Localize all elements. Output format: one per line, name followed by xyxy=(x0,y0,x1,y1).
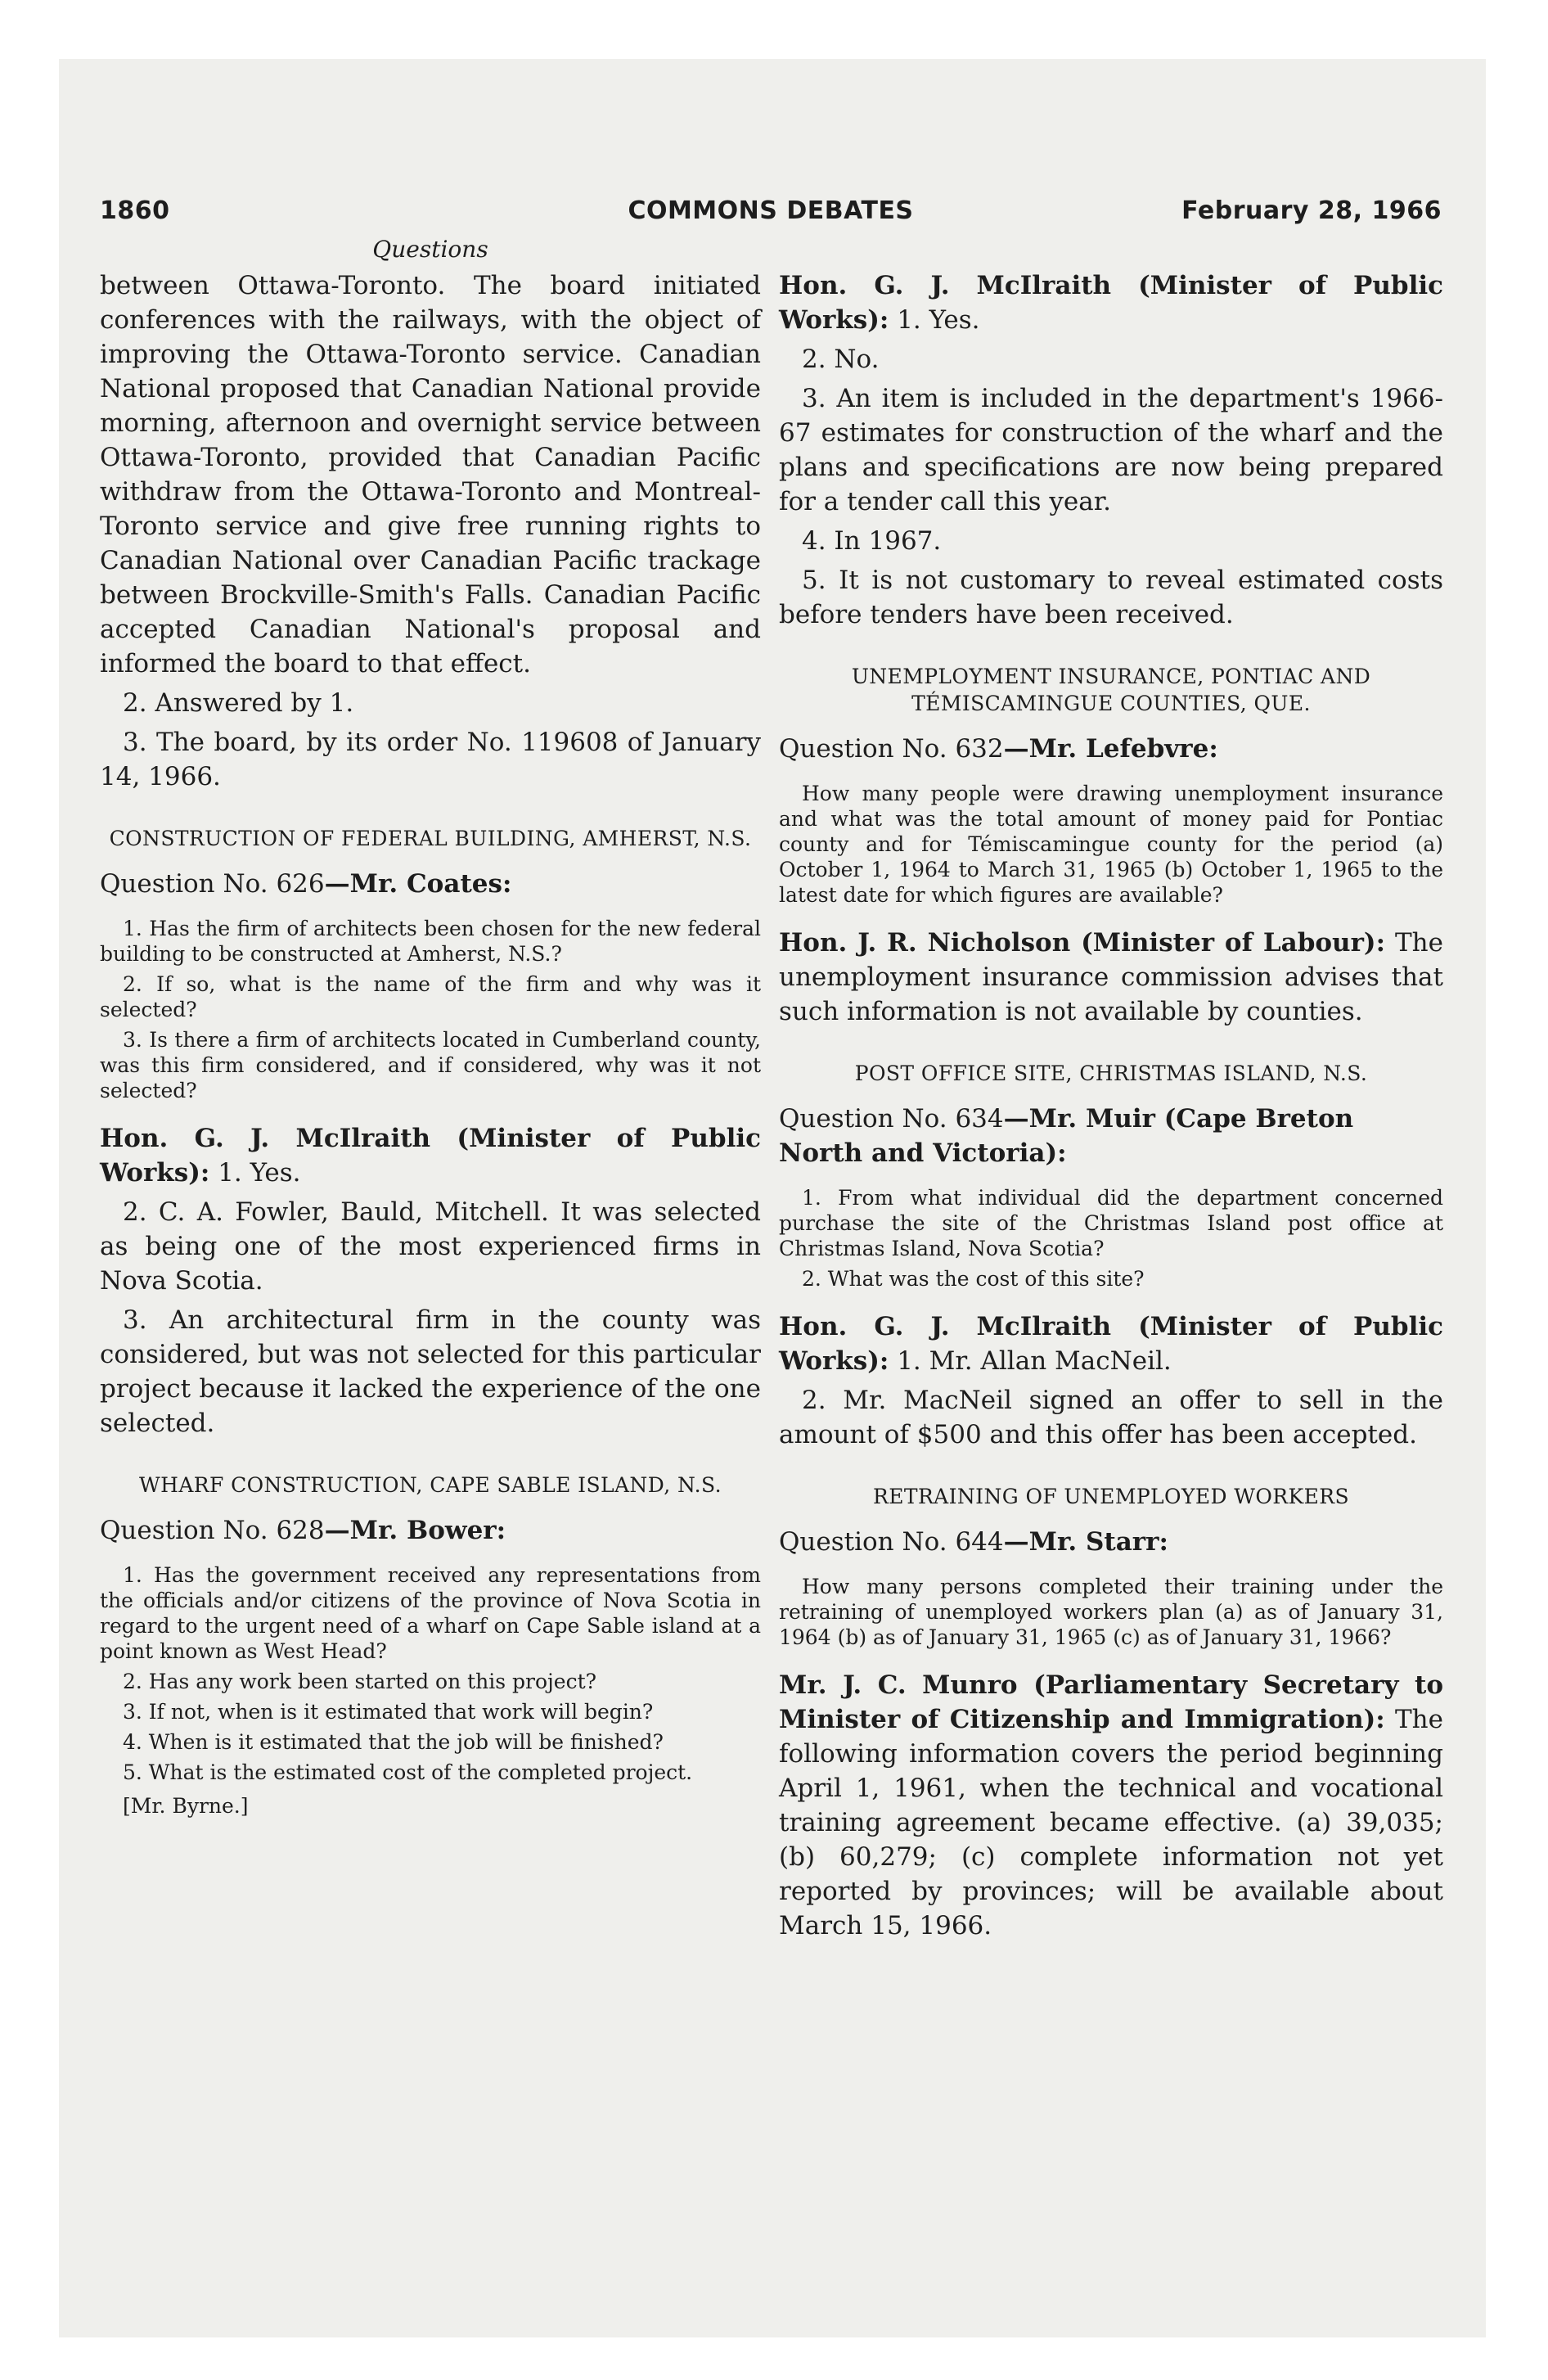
question-text: 3. Is there a firm of architects located in Cumberland county, was this firm considered, and if considered, why was it not selected? xyxy=(100,1028,761,1102)
question-line xyxy=(779,1102,1443,1170)
speaker-name: Mr. J. C. Munro (Parliamentary Secretary to Minister of Citizenship and Immigration): xyxy=(779,1670,1443,1734)
question-text: 1. From what individual did the department concerned purchase the site of the Christmas Island post office at Christmas Island, Nova Scotia? xyxy=(779,1186,1443,1260)
question-text: 2. If so, what is the name of the firm and why was it selected? xyxy=(100,972,761,1021)
section-heading: WHARF CONSTRUCTION, CAPE SABLE ISLAND, N.S. xyxy=(139,1473,722,1497)
question-text: 4. When is it estimated that the job will be finished? xyxy=(123,1730,664,1754)
question-asker: —Mr. Muir (Cape Breton North and Victoria): xyxy=(779,1104,1354,1168)
speaker-name: Hon. G. J. McIlraith (Minister of Public Works): xyxy=(100,1124,761,1188)
question-number: Question No. 644 xyxy=(779,1527,1004,1557)
answer-paragraph: 3. An item is included in the department's 1966-67 estimates for construction of the wharf and the plans and specifications are now being prepared for a tender call this year. xyxy=(779,384,1443,516)
section-heading: POST OFFICE SITE, CHRISTMAS ISLAND, N.S. xyxy=(854,1062,1368,1085)
answer-paragraph: 2. No. xyxy=(802,345,880,374)
speaker-name: Hon. J. R. Nicholson (Minister of Labour): xyxy=(779,928,1386,958)
answer-text: 1. Mr. Allan MacNeil. xyxy=(889,1346,1172,1376)
page-number: 1860 xyxy=(100,196,170,225)
question-asker: —Mr. Starr: xyxy=(1003,1527,1168,1557)
answer-paragraph xyxy=(779,1668,1443,1943)
answer-paragraph: 2. C. A. Fowler, Bauld, Mitchell. It was selected as being one of the most experienced firms in Nova Scotia. xyxy=(100,1197,761,1296)
question-text: 1. Has the firm of architects been chosen for the new federal building to be constructed at Amherst, N.S.? xyxy=(100,917,761,966)
answer-text: The unemployment insurance commission advises that such information is not available by counties. xyxy=(779,928,1443,1026)
speaker-name: Hon. G. J. McIlraith (Minister of Public Works): xyxy=(779,1312,1443,1376)
question-text: 3. If not, when is it estimated that work will begin? xyxy=(123,1700,654,1724)
answer-paragraph xyxy=(779,926,1443,1029)
question-number: Question No. 628 xyxy=(100,1516,325,1545)
publication-title: COMMONS DEBATES xyxy=(628,196,914,225)
section-heading: CONSTRUCTION OF FEDERAL BUILDING, AMHERST, N.S. xyxy=(109,827,752,850)
paragraph: between Ottawa-Toronto. The board initiated conferences with the railways, with the object of improving the Ottawa-Toronto service. Canadian National proposed that Canadian National provide morning, afternoon and overnight service between Ottawa-Toronto, provided that Canadian Pacific withdraw from the Ottawa-Toronto and Montreal-Toronto service and give free running rights to Canadian National over Canadian Pacific trackage between Brockville-Smith's Falls. Canadian Pacific accepted Canadian National's proposal and informed the board to that effect. xyxy=(100,271,761,678)
question-number: Question No. 626 xyxy=(100,869,325,899)
question-text: How many people were drawing unemployment insurance and what was the total amount of money paid for Pontiac county and for Témiscamingue county for the period (a) October 1, 1964 to March 31, 1965 (b) October 1, 1965 to the latest date for which figures are available? xyxy=(779,782,1443,907)
issue-date: February 28, 1966 xyxy=(1181,196,1442,225)
question-text: 5. What is the estimated cost of the completed project. xyxy=(123,1760,693,1784)
section-heading: UNEMPLOYMENT INSURANCE, PONTIAC AND TÉMISCAMINGUE COUNTIES, QUE. xyxy=(851,665,1371,715)
answer-paragraph xyxy=(779,268,1443,337)
question-asker: —Mr. Coates: xyxy=(324,869,512,899)
question-line xyxy=(100,867,761,901)
running-head: Questions xyxy=(372,236,488,263)
answer-paragraph xyxy=(779,1309,1443,1378)
question-asker: —Mr. Lefebvre: xyxy=(1003,734,1218,764)
question-asker: —Mr. Bower: xyxy=(324,1516,506,1545)
answer-paragraph: 2. Mr. MacNeil signed an offer to sell in the amount of $500 and this offer has been accepted. xyxy=(779,1386,1443,1449)
paragraph: 2. Answered by 1. xyxy=(123,688,354,718)
question-text: 1. Has the government received any representations from the officials and/or citizens of the province of Nova Scotia in regard to the urgent need of a wharf on Cape Sable island at a point known as West Head? xyxy=(100,1563,761,1663)
section-heading: RETRAINING OF UNEMPLOYED WORKERS xyxy=(873,1485,1349,1508)
answer-text: 1. Yes. xyxy=(889,305,980,335)
question-line xyxy=(779,732,1443,766)
question-text: 2. Has any work been started on this project? xyxy=(123,1670,597,1693)
answer-paragraph: 4. In 1967. xyxy=(802,526,942,556)
answer-paragraph: 5. It is not customary to reveal estimated costs before tenders have been received. xyxy=(779,566,1443,629)
question-text: How many persons completed their training under the retraining of unemployed workers plan (a) as of January 31, 1964 (b) as of January 31, 1965 (c) as of January 31, 1966? xyxy=(779,1575,1443,1649)
paragraph: 3. The board, by its order No. 119608 of January 14, 1966. xyxy=(100,728,761,791)
question-line xyxy=(100,1513,761,1548)
answer-text: The following information covers the period beginning April 1, 1961, when the technical and vocational training agreement became effective. (a) 39,035; (b) 60,279; (c) complete information not yet reported by provinces; will be available about March 15, 1966. xyxy=(779,1705,1443,1941)
question-number: Question No. 632 xyxy=(779,734,1004,764)
answer-paragraph: 3. An architectural firm in the county was considered, but was not selected for this particular project because it lacked the experience of the one selected. xyxy=(100,1305,761,1438)
answer-text: 1. Yes. xyxy=(209,1158,301,1188)
answer-paragraph xyxy=(100,1121,761,1190)
speaker-name: Hon. G. J. McIlraith (Minister of Public Works): xyxy=(779,271,1443,335)
left-column xyxy=(100,268,761,1819)
question-text: 2. What was the cost of this site? xyxy=(802,1267,1145,1291)
right-column xyxy=(779,268,1443,1943)
question-line xyxy=(779,1525,1443,1559)
question-number: Question No. 634 xyxy=(779,1104,1004,1134)
page-footer-note: [Mr. Byrne.] xyxy=(123,1794,249,1818)
page-header xyxy=(100,196,1442,234)
